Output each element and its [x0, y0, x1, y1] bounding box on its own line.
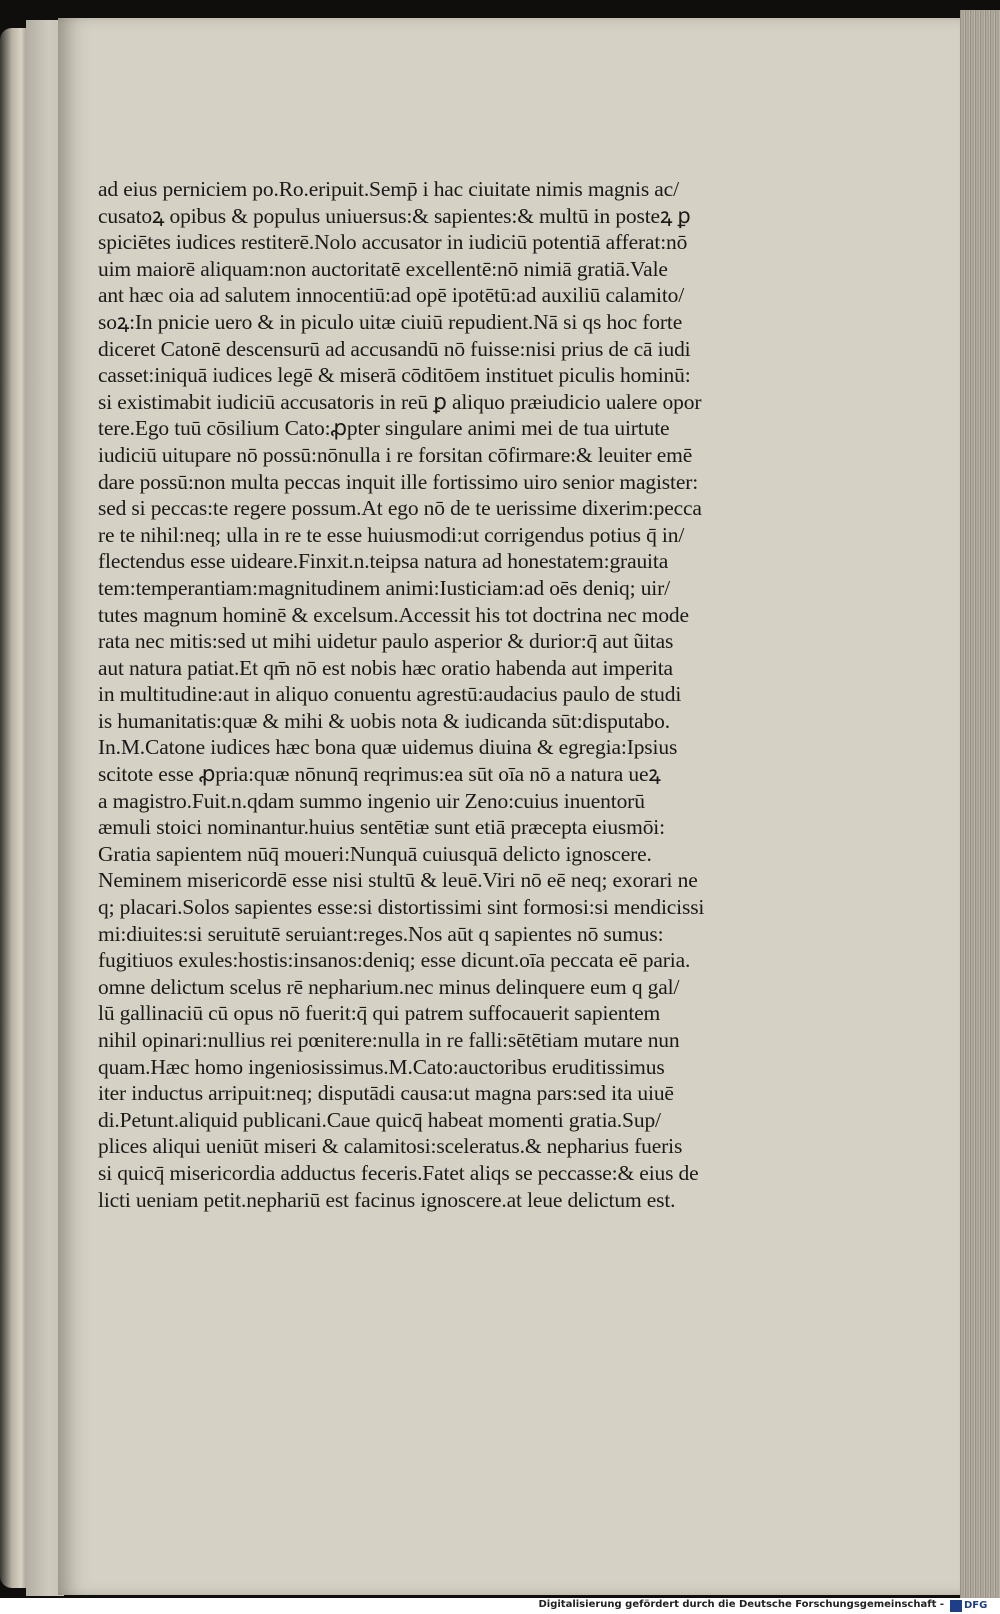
text-line: diceret Catonē descensurū ad accusandū nō fuisse:nisi prius de cā iudi	[98, 336, 691, 361]
text-line: is humanitatis:quæ & mihi & uobis nota & iudicanda sūt:disputabo.	[98, 708, 670, 733]
text-line: fugitiuos exules:hostis:insanos:deniq; esse dicunt.oīa peccata eē paria.	[98, 948, 691, 973]
text-line: tutes magnum hominē & excelsum.Accessit his tot doctrina nec mode	[98, 602, 689, 627]
text-line: uim maiorē aliquam:non auctoritatē excellentē:nō nimiā gratiā.Vale	[98, 256, 668, 281]
text-line: ant hæc oia ad salutem innocentiū:ad opē ipotētū:ad auxiliū calamito/	[98, 283, 685, 308]
text-line: mi:diuites:si seruitutē seruiant:reges.Nos aūt q sapientes nō sumus:	[98, 921, 664, 946]
text-line: casset:iniquā iudices legē & miserā cōditōem instituet piculis hominū:	[98, 363, 691, 388]
text-line: Gratia sapientem nūq̄ moueri:Nunquā cuiusquā delicto ignoscere.	[98, 841, 652, 866]
text-line: cusatoꝝ opibus & populus uniuersus:& sapientes:& multū in posteꝝ ꝑ	[98, 203, 691, 228]
text-line: in multitudine:aut in aliquo conuentu agrestū:audacius paulo de studi	[98, 682, 682, 707]
text-line: rata nec mitis:sed ut mihi uidetur paulo asperior & durior:q̄ aut ũitas	[98, 629, 674, 654]
text-line: aut natura patiat.Et qm̄ nō est nobis hæc oratio habenda aut imperita	[98, 655, 673, 680]
text-line: In.M.Catone iudices hæc bona quæ uidemus diuina & egregia:Ipsius	[98, 735, 678, 760]
text-line: spiciētes iudices restiterē.Nolo accusator in iudiciū potentiā afferat:nō	[98, 230, 688, 255]
text-line: q; placari.Solos sapientes esse:si distortissimi sint formosi:si mendicissi	[98, 895, 705, 920]
text-line: re te nihil:neq; ulla in re te esse huiusmodi:ut corrigendus potius q̄ in/	[98, 522, 685, 547]
text-line: si quicq̄ misericordia adductus feceris.Fatet aliqs se peccasse:& eius de	[98, 1160, 699, 1185]
text-line: flectendus esse uideare.Finxit.n.teipsa natura ad honestatem:grauita	[98, 549, 669, 574]
page-text-block	[98, 176, 738, 1213]
text-line: iudiciū uitupare nō possū:nōnulla i re forsitan cōfirmare:& leuiter emē	[98, 442, 693, 467]
text-line: æmuli stoici nominantur.huius sentētiæ sunt etiā præcepta eiusmōi:	[98, 815, 665, 840]
text-line: scitote esse ꝓpria:quæ nōnunq̄ reqrimus:ea sūt oīa nō a natura ueꝝ	[98, 762, 661, 787]
text-line: plices aliqui ueniūt miseri & calamitosi:sceleratus.& nepharius fueris	[98, 1134, 683, 1159]
dfg-logo	[950, 1599, 994, 1612]
text-line: dare possū:non multa peccas inquit ille fortissimo uiro senior magister:	[98, 469, 699, 494]
dfg-logo-mark	[950, 1600, 962, 1612]
text-line: omne delictum scelus rē nepharium.nec minus delinquere eum q gal/	[98, 974, 680, 999]
page-stack-edge	[960, 10, 1000, 1600]
dfg-logo-text: DFG	[964, 1600, 988, 1611]
text-line: si existimabit iudiciū accusatoris in reū ꝑ aliquo præiudicio ualere opor	[98, 389, 702, 414]
text-line: di.Petunt.aliquid publicani.Caue quicq̄ habeat momenti gratia.Sup/	[98, 1107, 661, 1132]
text-line: Neminem misericordē esse nisi stultū & leuē.Viri nō eē neq; exorari ne	[98, 868, 698, 893]
text-line: lū gallinaciū cū opus nō fuerit:q̄ qui patrem suffocauerit sapientem	[98, 1001, 661, 1026]
footer-credit: Digitalisierung gefördert durch die Deutsche Forschungsgemeinschaft -	[538, 1599, 944, 1610]
text-line: tere.Ego tuū cōsilium Cato:ꝓpter singulare animi mei de tua uirtute	[98, 416, 670, 441]
text-line: sed si peccas:te regere possum.At ego nō de te uerissime dixerim:pecca	[98, 496, 702, 521]
text-line: nihil opinari:nullius rei pœnitere:nulla in re falli:sētētiam mutare nun	[98, 1028, 680, 1052]
text-line: ad eius perniciem po.Ro.eripuit.Semp̄ i hac ciuitate nimis magnis ac/	[98, 177, 679, 201]
text-line: quam.Hæc homo ingeniosissimus.M.Cato:auctoribus eruditissimus	[98, 1054, 665, 1079]
text-line: licti ueniam petit.nephariū est facinus ignoscere.at leue delictum est.	[98, 1187, 676, 1212]
text-line: soꝝ:In pnicie uero & in piculo uitæ ciuiū repudient.Nā si qs hoc forte	[98, 309, 683, 334]
text-line: iter inductus arripuit:neq; disputādi causa:ut magna pars:sed ita uiuē	[98, 1081, 674, 1106]
text-line: a magistro.Fuit.n.qdam summo ingenio uir Zeno:cuius inuentorū	[98, 788, 645, 813]
text-line: tem:temperantiam:magnitudinem animi:Iusticiam:ad oēs deniq; uir/	[98, 575, 670, 600]
book-page	[58, 18, 970, 1595]
